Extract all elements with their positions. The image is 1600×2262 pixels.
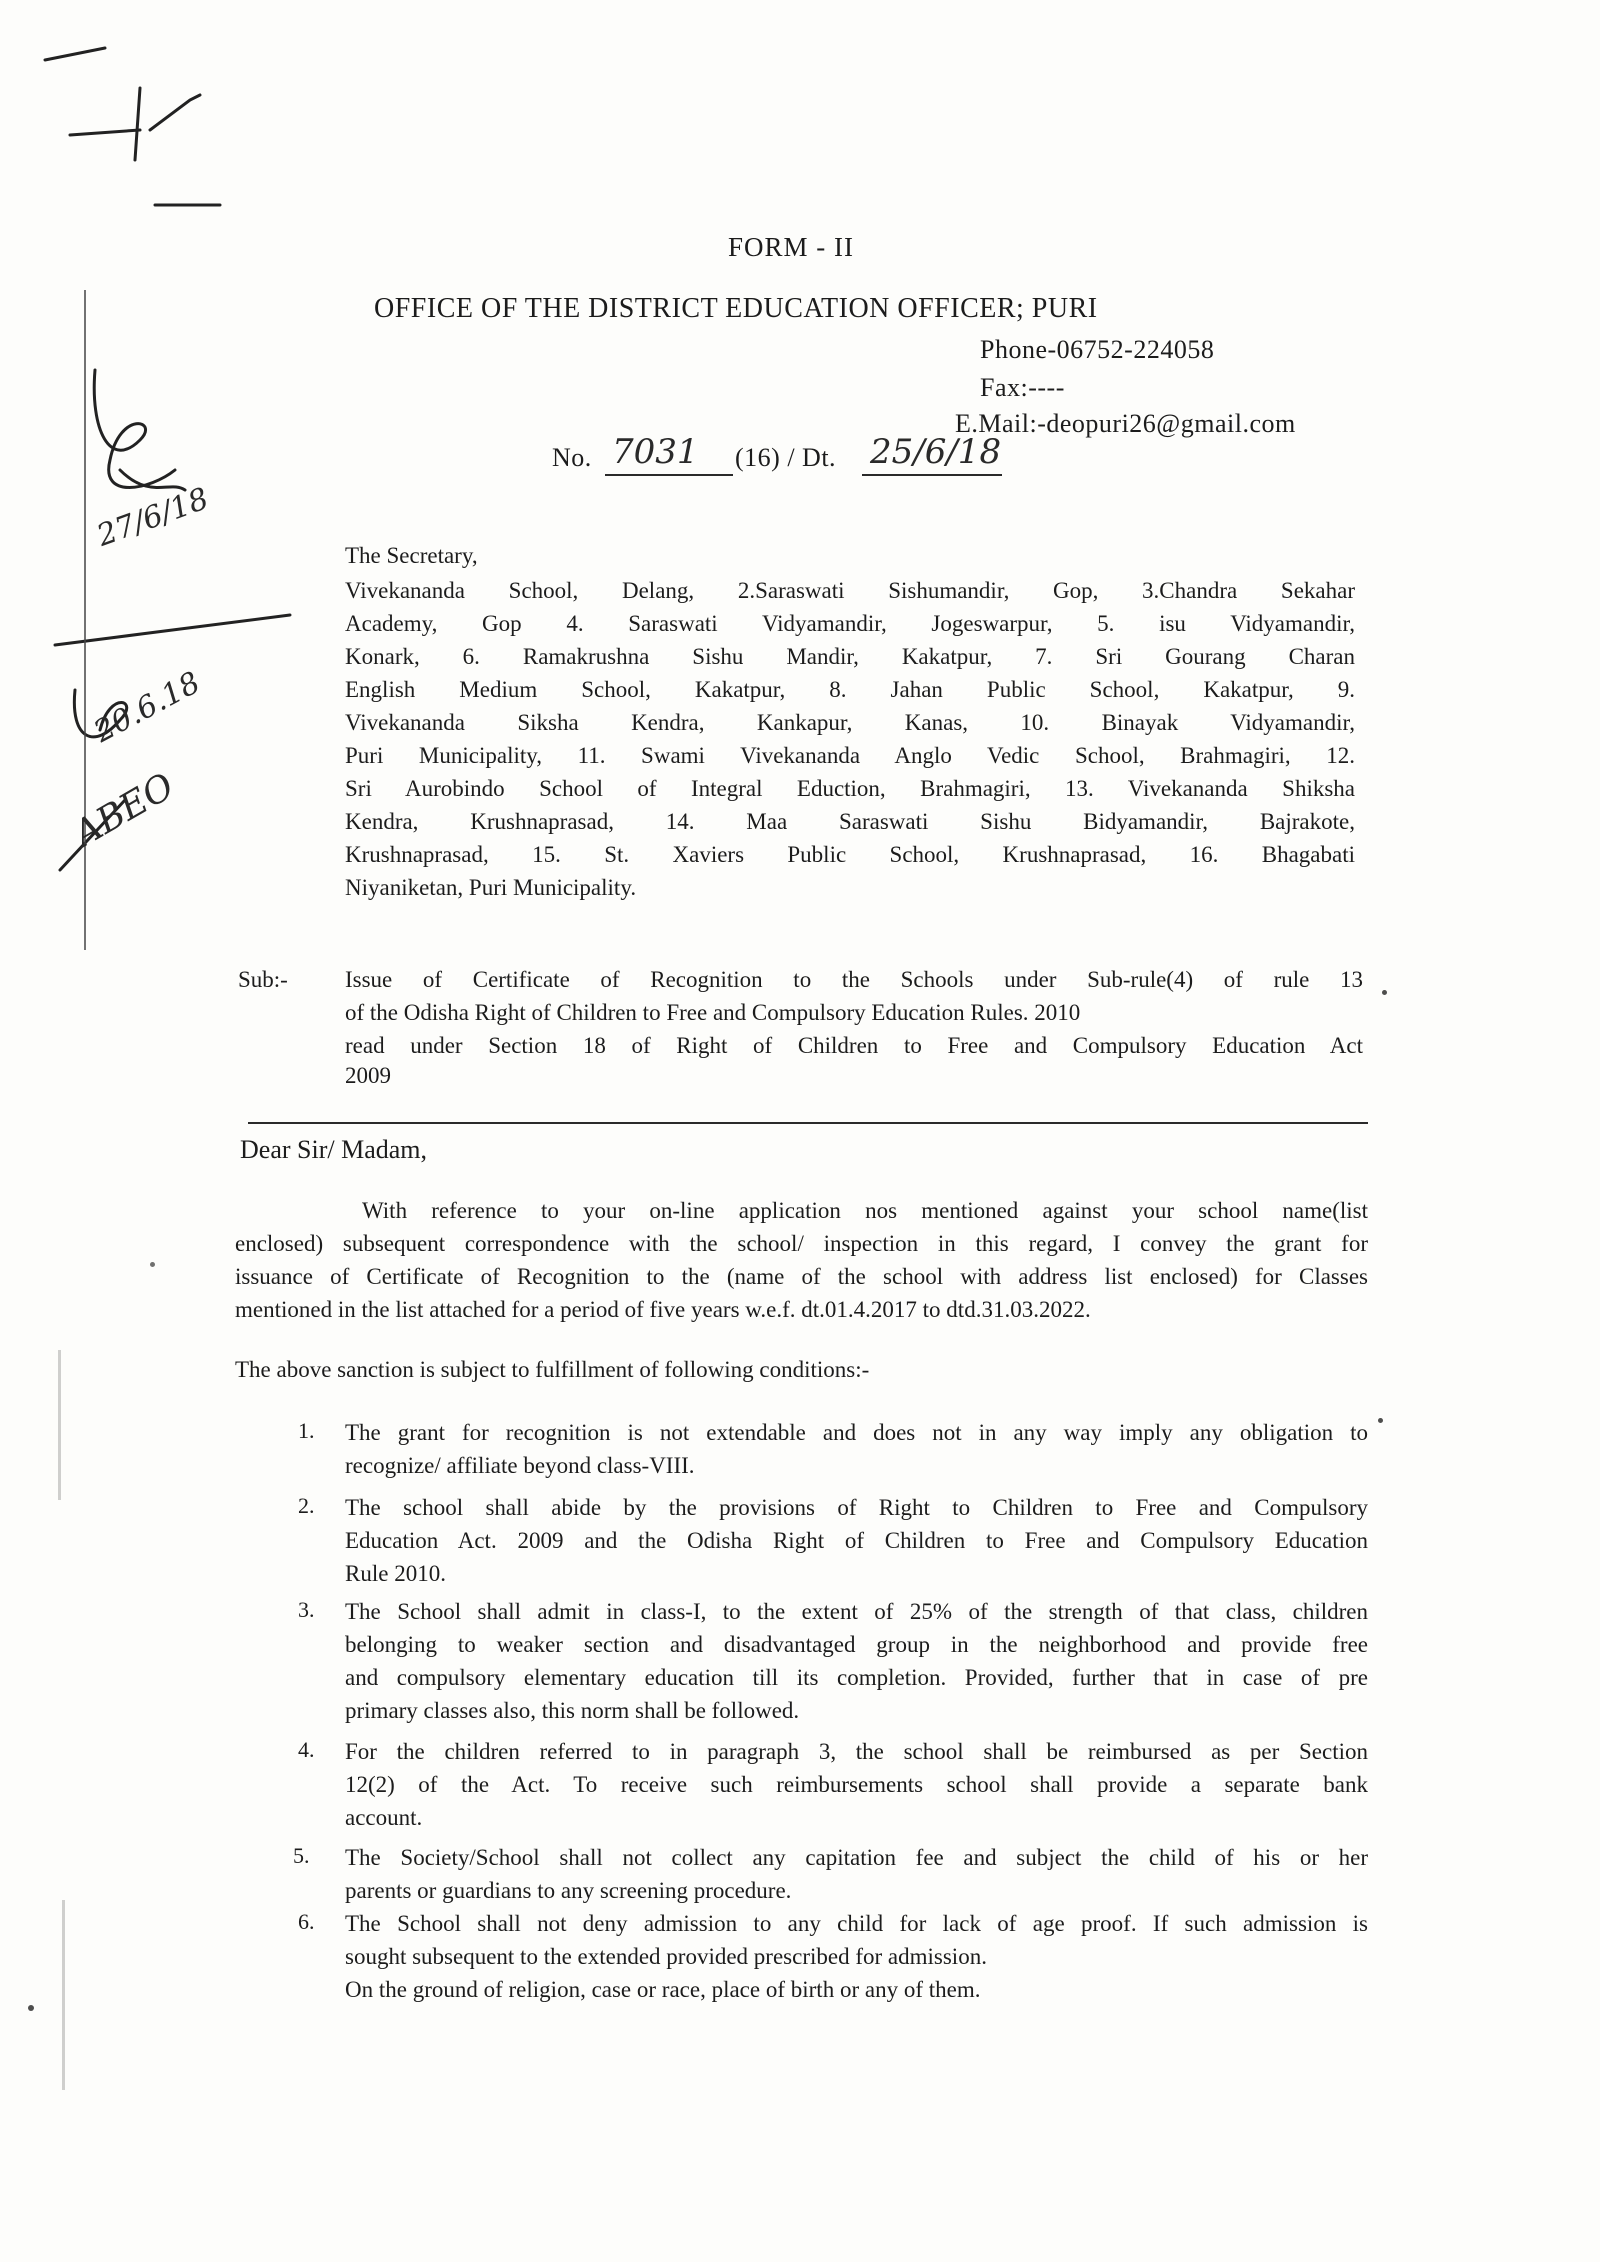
condition-line: On the ground of religion, case or race, place of birth or any of them. [345, 1977, 981, 2002]
addressee-line: Puri Municipality, 11. Swami Vivekananda Anglo Vedic School, Brahmagiri, 12. [345, 743, 1355, 768]
body-line: mentioned in the list attached for a period of five years w.e.f. dt.01.4.2017 to dtd.31.03.2022. [235, 1297, 1091, 1322]
addressee-title: The Secretary, [345, 543, 478, 568]
subject-line: 2009 [345, 1063, 391, 1088]
condition-line: Education Act. 2009 and the Odisha Right of Children to Free and Compulsory Education [345, 1528, 1368, 1553]
ref-no-value: 7031 [612, 432, 699, 472]
condition-line: 12(2) of the Act. To receive such reimbursements school shall provide a separate bank [345, 1772, 1368, 1797]
note-date: 20.6.18 [88, 665, 207, 750]
addressee-line: Vivekananda School, Delang, 2.Saraswati Sishumandir, Gop, 3.Chandra Sekahar [345, 578, 1355, 603]
ref-no-label: No. [552, 443, 592, 472]
ref-no-underline [605, 474, 733, 476]
signature-mark [94, 370, 185, 490]
scan-speck [28, 2005, 34, 2011]
divider-line [248, 1122, 1368, 1124]
scan-streak [62, 1900, 65, 2090]
ref-date: 25/6/18 [870, 432, 1002, 472]
scan-streak [58, 1350, 61, 1500]
condition-number: 3. [298, 1597, 315, 1622]
scan-speck [1382, 990, 1387, 995]
form-title: FORM - II [728, 232, 855, 262]
margin-stroke [135, 88, 140, 160]
salutation: Dear Sir/ Madam, [240, 1135, 428, 1164]
condition-line: and compulsory elementary education till its completion. Provided, further that in case of pre [345, 1665, 1368, 1690]
condition-line: The grant for recognition is not extendable and does not in any way imply any obligation to [345, 1420, 1368, 1445]
office-fax: Fax:---- [980, 373, 1065, 402]
condition-line: sought subsequent to the extended provided prescribed for admission. [345, 1944, 987, 1969]
margin-stroke [70, 130, 140, 135]
note-label: ABEO [67, 765, 182, 856]
addressee-line: Sri Aurobindo School of Integral Eduction, Brahmagiri, 13. Vivekananda Shiksha [345, 776, 1355, 801]
addressee-line: Konark, 6. Ramakrushna Sishu Mandir, Kakatpur, 7. Sri Gourang Charan [345, 644, 1355, 669]
office-email: E.Mail:-deopuri26@gmail.com [955, 409, 1296, 438]
condition-line: The School shall not deny admission to any child for lack of age proof. If such admission is [345, 1911, 1368, 1936]
condition-number: 5. [293, 1843, 310, 1868]
body-line: enclosed) subsequent correspondence with the school/ inspection in this regard, I convey the grant for [235, 1231, 1368, 1256]
addressee-line: Krushnaprasad, 15. St. Xaviers Public School, Krushnaprasad, 16. Bhagabati [345, 842, 1355, 867]
condition-line: primary classes also, this norm shall be followed. [345, 1698, 800, 1723]
signature-mark [55, 615, 290, 645]
office-heading: OFFICE OF THE DISTRICT EDUCATION OFFICER; PURI [374, 293, 1098, 324]
condition-number: 4. [298, 1737, 315, 1762]
ref-date-underline [862, 474, 1002, 476]
condition-line: belonging to weaker section and disadvantaged group in the neighborhood and provide free [345, 1632, 1368, 1657]
scan-speck [1378, 1418, 1383, 1423]
body-line: issuance of Certificate of Recognition to the (name of the school with address list enclosed) for Classes [235, 1264, 1368, 1289]
subject-line: Issue of Certificate of Recognition to the Schools under Sub-rule(4) of rule 13 [345, 967, 1363, 992]
condition-line: parents or guardians to any screening procedure. [345, 1878, 792, 1903]
subject-line: read under Section 18 of Right of Children to Free and Compulsory Education Act [345, 1033, 1363, 1058]
subject-label: Sub:- [238, 967, 288, 992]
addressee-line: Vivekananda Siksha Kendra, Kankapur, Kanas, 10. Binayak Vidyamandir, [345, 710, 1355, 735]
addressee-line: Academy, Gop 4. Saraswati Vidyamandir, Jogeswarpur, 5. isu Vidyamandir, [345, 611, 1355, 636]
condition-number: 2. [298, 1493, 315, 1518]
addressee-line: Kendra, Krushnaprasad, 14. Maa Saraswati Sishu Bidyamandir, Bajrakote, [345, 809, 1355, 834]
tick-mark [150, 95, 200, 130]
addressee-line: Niyaniketan, Puri Municipality. [345, 875, 637, 900]
condition-line: The Society/School shall not collect any capitation fee and subject the child of his or her [345, 1845, 1368, 1870]
subject-line: of the Odisha Right of Children to Free and Compulsory Education Rules. 2010 [345, 1000, 1081, 1025]
condition-number: 1. [298, 1418, 315, 1443]
office-phone: Phone-06752-224058 [980, 335, 1215, 364]
condition-line: The School shall admit in class-I, to the extent of 25% of the strength of that class, children [345, 1599, 1368, 1624]
scan-speck [150, 1262, 155, 1267]
condition-line: recognize/ affiliate beyond class-VIII. [345, 1453, 695, 1478]
sanction-statement: The above sanction is subject to fulfillment of following conditions:- [235, 1357, 870, 1382]
condition-line: For the children referred to in paragraph 3, the school shall be reimbursed as per Section [345, 1739, 1368, 1764]
condition-line: account. [345, 1805, 423, 1830]
addressee-line: English Medium School, Kakatpur, 8. Jahan Public School, Kakatpur, 9. [345, 677, 1355, 702]
condition-number: 6. [298, 1909, 315, 1934]
condition-line: Rule 2010. [345, 1561, 446, 1586]
margin-stroke [45, 48, 105, 60]
ref-mid: (16) / Dt. [735, 443, 837, 472]
body-line: With reference to your on-line application nos mentioned against your school name(list [362, 1198, 1368, 1223]
initials-date: 27/6/18 [92, 481, 214, 554]
condition-line: The school shall abide by the provisions of Right to Children to Free and Compulsory [345, 1495, 1368, 1520]
